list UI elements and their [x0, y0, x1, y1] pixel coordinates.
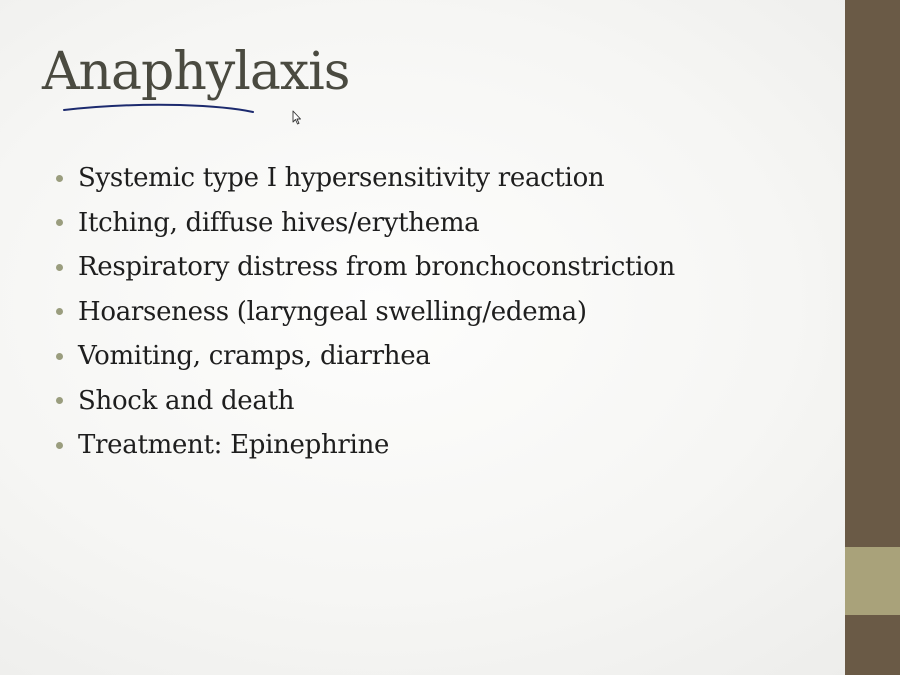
- bullet-dot-icon: [56, 308, 63, 315]
- mouse-pointer-icon: [292, 110, 302, 125]
- bullet-text: Vomiting, cramps, diarrhea: [78, 341, 431, 372]
- bullet-dot-icon: [56, 264, 63, 271]
- bullet-item: [50, 379, 675, 424]
- ink-underline-annotation: [60, 100, 260, 120]
- bullet-text: Itching, diffuse hives/erythema: [78, 207, 480, 238]
- bullet-text: Shock and death: [78, 385, 295, 416]
- slide-side-accent: [845, 547, 900, 615]
- bullet-dot-icon: [56, 175, 63, 182]
- bullet-text: Hoarseness (laryngeal swelling/edema): [78, 296, 587, 327]
- bullet-list: [50, 156, 675, 468]
- bullet-dot-icon: [56, 353, 63, 360]
- bullet-item: [50, 290, 675, 335]
- slide-title: Anaphylaxis: [42, 42, 350, 102]
- bullet-item: [50, 201, 675, 246]
- bullet-item: [50, 245, 675, 290]
- bullet-item: [50, 423, 675, 468]
- bullet-dot-icon: [56, 219, 63, 226]
- bullet-item: [50, 156, 675, 201]
- bullet-text: Systemic type I hypersensitivity reaction: [78, 163, 605, 194]
- bullet-dot-icon: [56, 442, 63, 449]
- bullet-item: [50, 334, 675, 379]
- bullet-text: Respiratory distress from bronchoconstriction: [78, 252, 675, 283]
- bullet-dot-icon: [56, 397, 63, 404]
- bullet-text: Treatment: Epinephrine: [78, 430, 390, 461]
